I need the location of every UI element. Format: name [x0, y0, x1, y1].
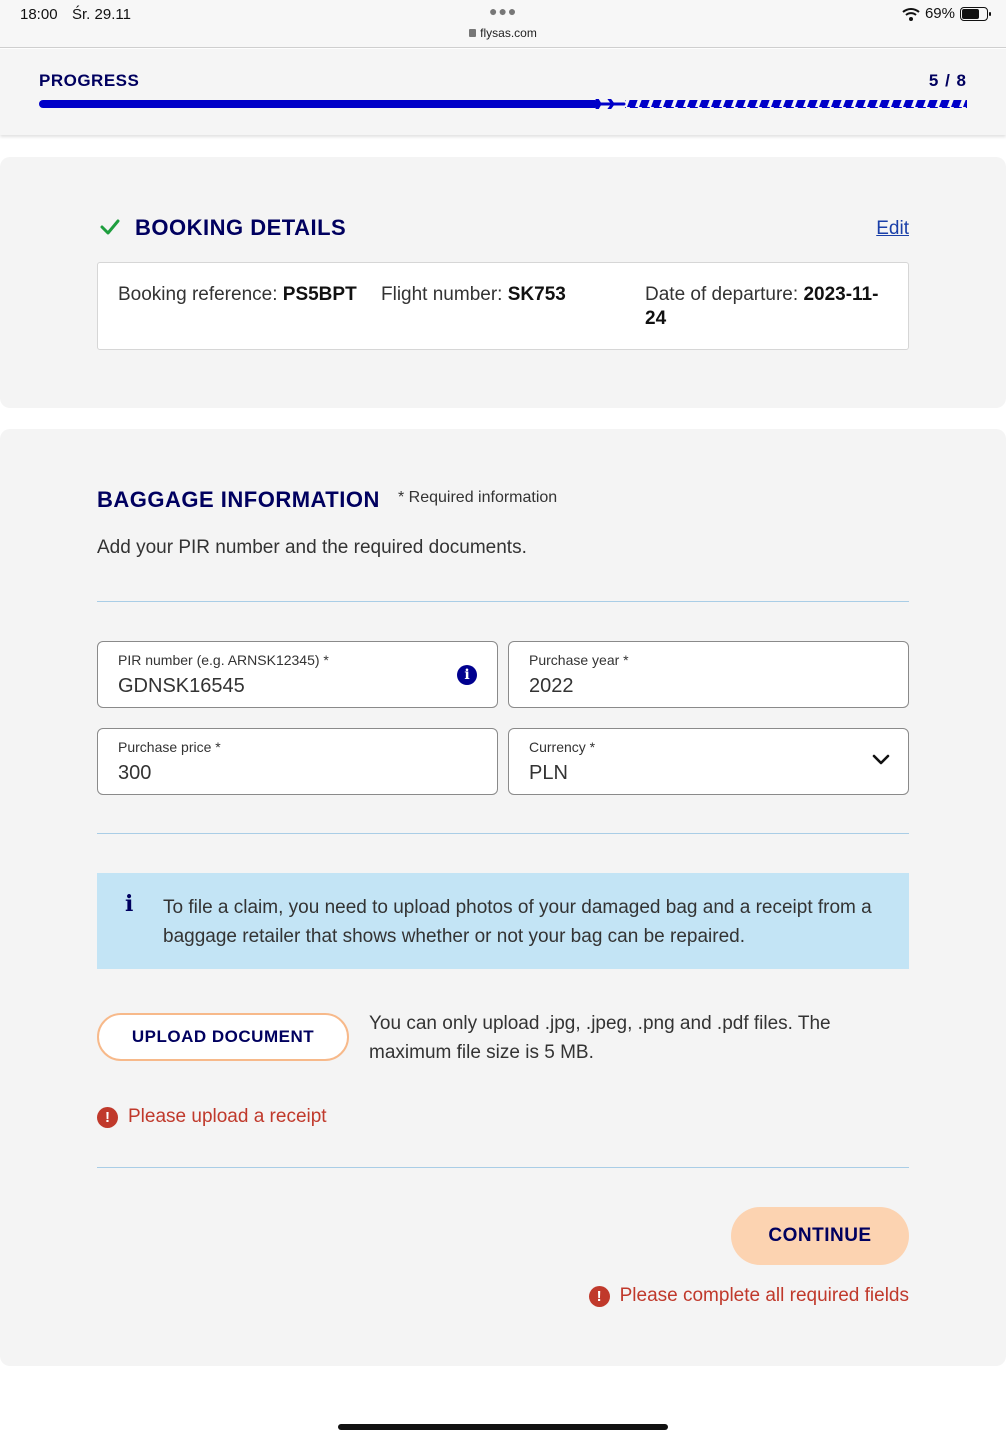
- divider: [97, 601, 909, 602]
- address-url: flysas.com: [480, 26, 537, 40]
- info-banner: [97, 873, 909, 969]
- upload-file-note: You can only upload .jpg, .jpeg, .png and .pdf files. The maximum file size is 5 MB.: [369, 1013, 831, 1063]
- airplane-icon: [597, 99, 624, 109]
- more-dots-icon[interactable]: ●●●: [489, 3, 518, 19]
- flight-number-value: SK753: [507, 284, 566, 305]
- form-error: [589, 1285, 909, 1307]
- booking-reference-label: Booking reference:: [118, 284, 283, 305]
- receipt-error: [97, 1106, 327, 1128]
- edit-booking-link[interactable]: Edit: [876, 218, 909, 239]
- status-time: 18:00: [20, 6, 58, 23]
- departure-date-value: 2023-11-24: [645, 284, 879, 329]
- status-bar: [0, 0, 1006, 48]
- upload-document-button[interactable]: UPLOAD DOCUMENT: [97, 1013, 349, 1061]
- progress-bar-fill: [39, 100, 599, 108]
- booking-details-card: [0, 157, 1006, 408]
- info-icon[interactable]: i: [457, 665, 477, 685]
- booking-reference: [118, 283, 357, 307]
- error-icon: !: [97, 1107, 118, 1128]
- status-date: Śr. 29.11: [72, 6, 131, 23]
- currency-label: Currency *: [529, 739, 596, 755]
- purchase-year-field[interactable]: [508, 641, 909, 708]
- progress-label: PROGRESS: [39, 71, 140, 90]
- baggage-intro-text: Add your PIR number and the required documents.: [97, 537, 527, 558]
- purchase-year-value[interactable]: 2022: [529, 675, 574, 697]
- booking-details-title: BOOKING DETAILS: [135, 215, 347, 240]
- departure-date-label: Date of departure:: [645, 284, 804, 305]
- pir-number-label: PIR number (e.g. ARNSK12345) *: [118, 652, 329, 668]
- info-icon: i: [125, 891, 134, 917]
- baggage-information-card: [0, 429, 1006, 1366]
- wifi-icon: [902, 7, 920, 21]
- lock-icon: [469, 29, 476, 37]
- divider: [97, 1167, 909, 1168]
- continue-button[interactable]: CONTINUE: [731, 1207, 909, 1265]
- receipt-error-text: Please upload a receipt: [128, 1106, 327, 1127]
- currency-select[interactable]: [508, 728, 909, 795]
- purchase-price-field[interactable]: [97, 728, 498, 795]
- chevron-down-icon[interactable]: [872, 754, 890, 766]
- battery-icon: [960, 7, 988, 21]
- purchase-price-label: Purchase price *: [118, 739, 221, 755]
- battery-percent: 69%: [924, 5, 955, 22]
- pir-number-value[interactable]: GDNSK16545: [118, 675, 245, 697]
- flight-number-label: Flight number:: [381, 284, 508, 305]
- progress-step-count: 5 / 8: [928, 71, 967, 90]
- progress-header: [0, 49, 1006, 135]
- purchase-price-value[interactable]: 300: [118, 762, 152, 784]
- check-icon: [99, 216, 121, 238]
- status-indicators: [902, 5, 988, 22]
- departure-date: [645, 283, 890, 331]
- home-indicator[interactable]: [338, 1424, 668, 1430]
- form-error-text: Please complete all required fields: [619, 1285, 909, 1306]
- divider: [97, 833, 909, 834]
- purchase-year-label: Purchase year *: [529, 652, 629, 668]
- booking-summary-box: [97, 262, 909, 350]
- flight-number: [381, 283, 566, 307]
- address-bar[interactable]: [0, 26, 1006, 40]
- progress-bar-remaining: [625, 100, 967, 108]
- booking-reference-value: PS5BPT: [282, 284, 357, 305]
- required-info-note: * Required information: [398, 489, 558, 506]
- currency-value[interactable]: PLN: [529, 762, 568, 784]
- info-banner-text: To file a claim, you need to upload photos of your damaged bag and a receipt from a baggage retailer that shows whether or not your bag can be repaired.: [163, 897, 872, 947]
- baggage-information-title: BAGGAGE INFORMATION: [97, 487, 380, 512]
- error-icon: !: [589, 1286, 610, 1307]
- pir-number-field[interactable]: [97, 641, 498, 708]
- progress-bar: [39, 99, 967, 109]
